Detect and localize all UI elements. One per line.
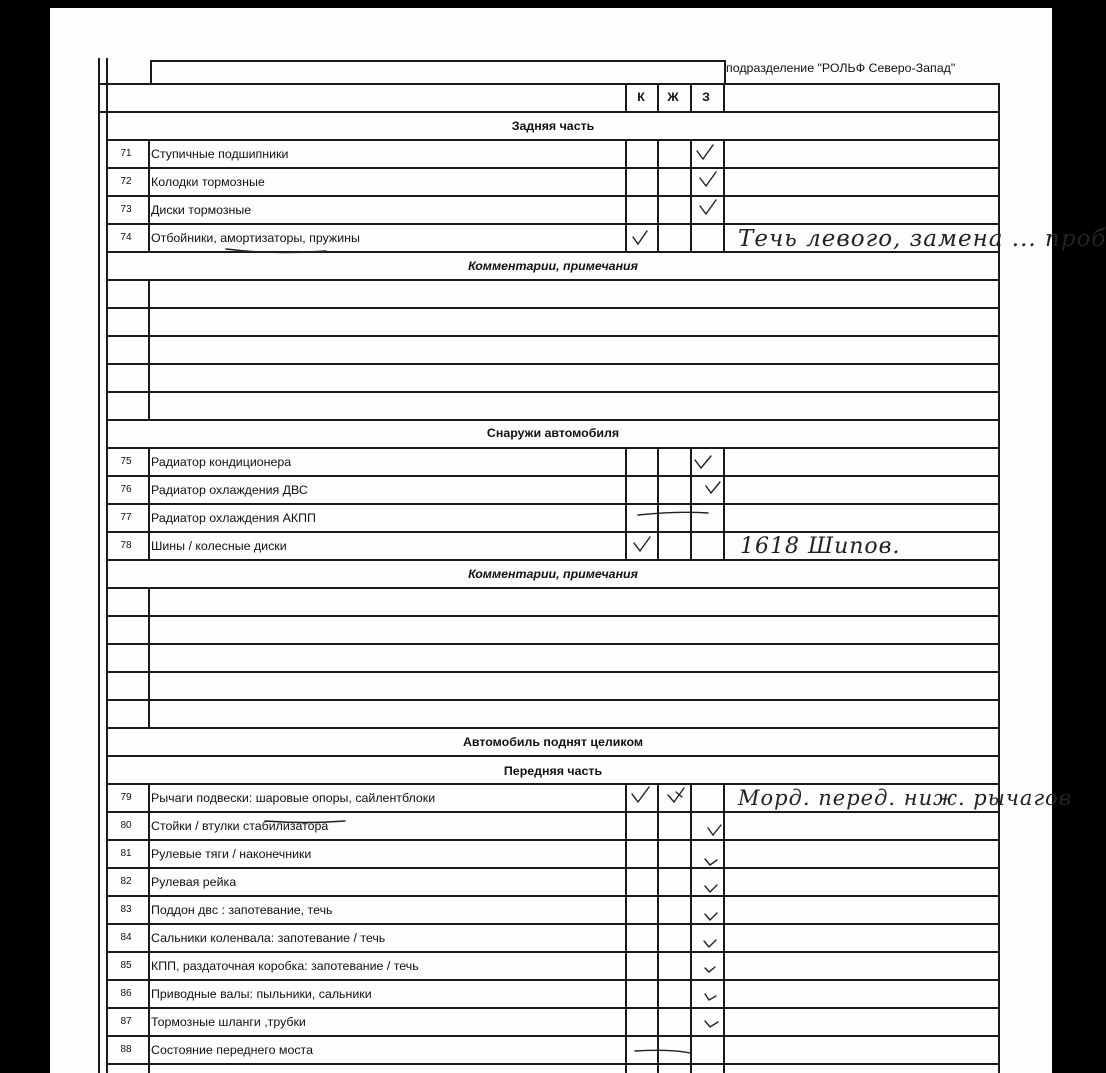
checkmark xyxy=(706,482,720,493)
row-label: Рулевая рейка xyxy=(151,875,237,889)
checkmark xyxy=(695,456,711,468)
row-label: Ступичные подшипники xyxy=(151,147,289,161)
section-title-lifted: Автомобиль поднят целиком xyxy=(462,735,644,749)
row-number: 87 xyxy=(120,1016,132,1027)
row-label: Рулевые тяги / наконечники xyxy=(151,847,312,861)
row-label: Радиатор охлаждения АКПП xyxy=(151,511,316,525)
handwritten-marks xyxy=(50,8,1052,1073)
checkmark xyxy=(705,913,717,920)
row-number: 74 xyxy=(120,232,132,243)
comments-label: Комментарии, примечания xyxy=(468,567,638,581)
row-label: Рычаги подвески: шаровые опоры, сайлентблоки xyxy=(151,791,436,805)
row-number: 82 xyxy=(120,876,132,887)
section-title-rear: Задняя часть xyxy=(511,119,595,133)
row-number: 76 xyxy=(120,484,132,495)
row-number: 71 xyxy=(120,148,132,159)
pen-underline xyxy=(265,821,345,823)
row-label: КПП, раздаточная коробка: запотевание / течь xyxy=(151,959,419,973)
row-label: Стойки / втулки стабилизатора xyxy=(151,819,329,833)
row-number: 78 xyxy=(120,540,132,551)
handwritten-note: Морд. перед. ниж. рычагов xyxy=(738,786,1072,810)
row-number: 81 xyxy=(120,848,132,859)
handwritten-note: Течь левого, замена ... проб xyxy=(738,226,1106,252)
comments-label: Комментарии, примечания xyxy=(468,259,638,273)
inspection-sheet xyxy=(50,8,1106,1073)
row-number: 79 xyxy=(120,792,132,803)
checkmark xyxy=(700,200,716,214)
checkmark xyxy=(705,967,715,972)
checkmark xyxy=(668,788,684,802)
dash-mark xyxy=(635,1050,690,1053)
checkmark xyxy=(634,537,650,551)
row-number: 88 xyxy=(120,1044,132,1055)
row-label: Радиатор охлаждения ДВС xyxy=(151,483,308,497)
row-label: Поддон двс : запотевание, течь xyxy=(151,903,333,917)
pen-underline xyxy=(226,249,326,253)
checkmark xyxy=(705,859,717,865)
checkmark xyxy=(708,825,721,835)
dash-mark xyxy=(638,512,708,515)
section-title-outside: Снаружи автомобиля xyxy=(486,426,620,440)
row-number: 80 xyxy=(120,820,132,831)
row-label: Сальники коленвала: запотевание / течь xyxy=(151,931,386,945)
checkmark xyxy=(705,885,717,892)
row-number: 72 xyxy=(120,176,132,187)
row-label: Тормозные шланги ,трубки xyxy=(151,1015,306,1029)
checkmark xyxy=(633,231,647,244)
row-label: Отбойники, амортизаторы, пружины xyxy=(151,231,360,245)
row-label: Шины / колесные диски xyxy=(151,539,287,553)
row-number: 75 xyxy=(120,456,132,467)
column-k-header: К xyxy=(637,90,645,104)
department-label: подразделение "РОЛЬФ Северо-Запад" xyxy=(726,61,956,75)
handwritten-note: 1618 Шипов. xyxy=(740,534,901,559)
row-label: Диски тормозные xyxy=(151,203,252,217)
row-number: 77 xyxy=(120,512,132,523)
column-zh-header: Ж xyxy=(667,90,679,104)
row-number: 86 xyxy=(120,988,132,999)
checkmark xyxy=(697,145,713,159)
row-number: 85 xyxy=(120,960,132,971)
row-label: Колодки тормозные xyxy=(151,175,265,189)
row-label: Состояние переднего моста xyxy=(151,1043,313,1057)
row-label: Приводные валы: пыльники, сальники xyxy=(151,987,372,1001)
row-number: 73 xyxy=(120,204,132,215)
column-z-header: З xyxy=(702,90,710,104)
checkmark xyxy=(704,940,716,947)
row-number: 84 xyxy=(120,932,132,943)
checkmark xyxy=(705,1021,718,1027)
checkmark xyxy=(632,787,649,802)
row-number: 83 xyxy=(120,904,132,915)
checkmark xyxy=(700,172,716,186)
section-title-front: Передняя часть xyxy=(503,764,603,778)
row-label: Радиатор кондиционера xyxy=(151,455,292,469)
checkmark xyxy=(705,994,716,1000)
